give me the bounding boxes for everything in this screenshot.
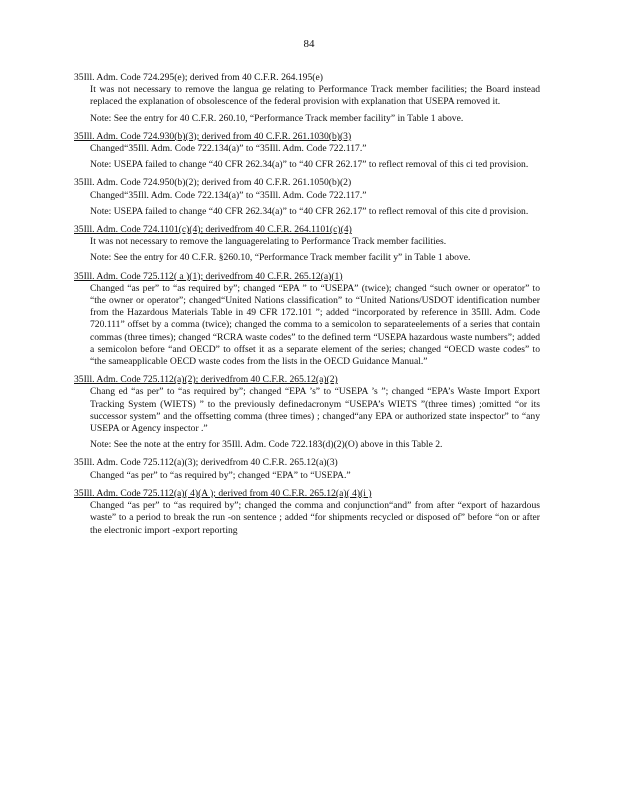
entry-text: Changed“35Ill. Adm. Code 722.134(a)” to “35Ill. Adm. Code 722.117.” xyxy=(90,189,367,201)
entry-text: Changed “as per” to “as required by”; changed “EPA ” to “USEPA” (twice); changed “such owner or operator” to “the owner or operator”; changed“United Nations classification” to “United Nations/USDOT identification number from the Hazardous Materials Table in 49 CFR 172.101 ”; added “incorporated by reference in 35Ill. Adm. Code 720.111” offset by a comma (twice); changed the comma to a semicolon to separateelements of a series that contain commas (three times); changed “RCRA waste codes” to the defined term “USEPA hazardous waste numbers”; added a semicolon before “and OECD” to offset it as a separate element of the series; changed “OECD waste codes” to “the sameapplicable OECD waste codes from the lists in the OECD Guidance Manual.” xyxy=(90,282,540,368)
entry-note: Note: See the entry for 40 C.F.R. 260.10, “Performance Track member facility” in Table 1 above. xyxy=(90,112,464,124)
entry-heading: 35Ill. Adm. Code 724.1101(c)(4); derivedfrom 40 C.F.R. 264.1101(c)(4) xyxy=(74,224,352,236)
entry-heading: 35Ill. Adm. Code 724.295(e); derived from 40 C.F.R. 264.195(e) xyxy=(74,72,323,83)
page-number: 84 xyxy=(303,38,315,50)
entry-6 xyxy=(74,374,540,451)
entry-heading: 35Ill. Adm. Code 725.112( a )(1); derivedfrom 40 C.F.R. 265.12(a)(1) xyxy=(74,270,343,282)
entry-note: Note: USEPA failed to change “40 CFR 262.34(a)” to “40 CFR 262.17” to reflect removal of this cite d provision. xyxy=(90,205,529,217)
entry-5 xyxy=(74,271,540,369)
entry-heading: 35Ill. Adm. Code 725.112(a)( 4)(A ); derived from 40 C.F.R. 265.12(a)( 4)(i ) xyxy=(74,487,372,499)
entry-heading: 35Ill. Adm. Code 725.112(a)(2); derivedfrom 40 C.F.R. 265.12(a)(2) xyxy=(74,374,338,386)
entry-note: Note: USEPA failed to change “40 CFR 262.34(a)” to “40 CFR 262.17” to reflect removal of this ci ted provision. xyxy=(90,159,529,171)
entry-7 xyxy=(74,457,540,481)
entry-text: Chang ed “as per” to “as required by”; changed “EPA ’s” to “USEPA ’s ”; changed “EPA’s Waste Import Export Tracking System (WIETS) ” to the previously definedacronym “USEPA’s WIETS ”(three times) ;omitted “or its successor system” and the offsetting comma (three times) ; changed“any EPA or authorized state inspector” to “any USEPA or Agency inspector .” xyxy=(90,386,540,435)
entry-2 xyxy=(74,131,540,172)
entry-text: Changed “as per” to “as required by”; changed “EPA” to “USEPA.” xyxy=(90,469,351,481)
entry-text: It was not necessary to remove the langua ge relating to Performance Track member facilities; the Board instead replaced the explanation of obsolescence of the federal provision with explanation that USEPA removed it. xyxy=(90,84,540,108)
entry-note: Note: See the entry for 40 C.F.R. §260.10, “Performance Track member facilit y” in Table 1 above. xyxy=(90,252,471,264)
entry-heading: 35Ill. Adm. Code 724.950(b)(2); derived from 40 C.F.R. 261.1050(b)(2) xyxy=(74,177,352,189)
entry-heading: 35Ill. Adm. Code 725.112(a)(3); derivedfrom 40 C.F.R. 265.12(a)(3) xyxy=(74,457,338,469)
entry-text: Changed“35Ill. Adm. Code 722.134(a)” to “35Ill. Adm. Code 722.117.” xyxy=(90,143,367,155)
entry-note: Note: See the note at the entry for 35Ill. Adm. Code 722.183(d)(2)(O) above in this Table 2. xyxy=(90,439,443,451)
entry-heading: 35Ill. Adm. Code 724.930(b)(3); derived from 40 C.F.R. 261.1030(b)(3) xyxy=(74,130,352,142)
entry-3 xyxy=(74,177,540,218)
entry-8 xyxy=(74,488,540,537)
entry-1 xyxy=(74,72,540,125)
entry-text: Changed “as per” to “as required by”; changed the comma and conjunction“and” from after “export of hazardous waste” to a period to break the run -on sentence ; added “for shipments recycled or disposed of” before “on or after the electronic import -export reporting xyxy=(90,500,540,536)
entry-4 xyxy=(74,224,540,265)
entry-text: It was not necessary to remove the languagerelating to Performance Track member facilities. xyxy=(90,236,447,248)
document-body xyxy=(74,72,540,543)
